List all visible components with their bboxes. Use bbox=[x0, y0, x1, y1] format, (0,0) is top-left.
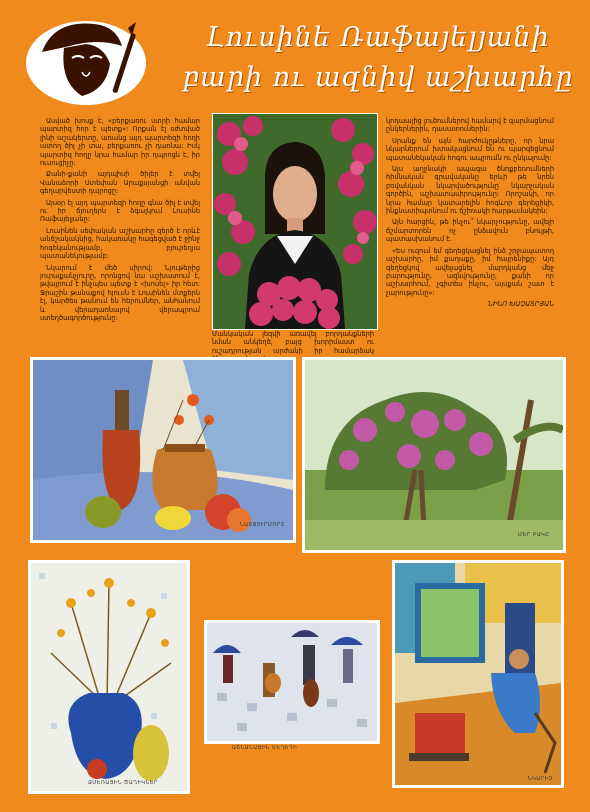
paragraph: Սրանք են այն հարժուկըթները, որ նրա նկարներում խտակացնում են ու պարգեցնում պատանեկական հոգու ապրումն ու ընկալումը: bbox=[386, 136, 554, 162]
title-line-2: բարի ու ազնիվ աշխարհը bbox=[182, 62, 574, 93]
paragraph: «Ես ուզում եմ գեղեցկացնել ինձ շրջապատող աշխարհը, իմ քաղաքը, իմ հայրենիքը: Այդ գեղեցկով ավելացնել մարդկանց մեջ բարությունը, ազնվությունը, քանի որ աշխարհում, չգիտես ինչու, այսքան շատ է չարությունը»: bbox=[386, 246, 554, 297]
paragraph: Նկարում է մեծ սիրով: Նյութերից յուրաքանչյուրը, որոնցով նա աշխատում է, թվայրում է ինչպես պետք է «խոսել» իր հետ: Ջրաշին թանաքով հյուսն է Լուսինեն մտքերն էլ, կարծես թանում են հերումներ, անհանում և վերադառնալով վերապրում ստեղծագործությունը: bbox=[40, 263, 200, 322]
caption-bouquet: ՁՄԵՌԱՅԻՆ ԾԱՂԻԿՆԵՐ bbox=[88, 780, 158, 786]
article-column-2 bbox=[212, 330, 374, 358]
portrait-photo bbox=[212, 113, 378, 330]
article-column-3 bbox=[386, 117, 554, 349]
still-life-painting bbox=[30, 357, 296, 543]
paragraph: Քանի-քանի այդպիսի ծիլեր է տվել Վանաձորի Ստեփան Արաքսյանցի անվան գեղարվեստի դպրոցը: bbox=[40, 170, 200, 196]
paragraph: Լուսինեն սեփական աշխարհը զերծ է որևէ անճշակակնից, հակառակը հագեցված է ջինջ հոգեկանությամբ, բյուրեղյա պատանեկությամբ: bbox=[40, 226, 200, 261]
artist-painting bbox=[392, 560, 564, 788]
paragraph: Ասված խոսք է, «բերքառու ստրի համար պարտիզ հոր է պետք»: Որքան էլ օժտված լինի աշակերտը, առանց այդ պարտեզի հողի ատող ծիլ չի տա, բերքառու չի դառնա: Իսկ պարտիզ հողը նրա համար իր դպրոցն է, իր ուսուցիչը: bbox=[40, 117, 200, 168]
garden-painting bbox=[302, 357, 566, 553]
paragraph: Այն հարցին, թե ինչու՞ նկարչությունը, ավելի ճշմարտորեն ոչ ընձավուն բնույթի, պատասխանում է. bbox=[386, 218, 554, 244]
caption-artist: ՆԿԱՐԻՉ bbox=[528, 776, 553, 782]
paragraph: կոդաալից լուծումներով համարվ է գարմացնում ընկերներին, դասատուներին: bbox=[386, 117, 554, 134]
paragraph: Այս աղջնակի ապագա ծնոքբեռումների հիմնական գրավականը երևի թե նրեն բռվանկան նկարվածությունը նկարչական գործին, աշխատասիրությունը: Որոշակի, որ նրա համար կատարելին հոգևոր գերեցիկի, ինքնատիպտնում ու ճշիռակի հարթամակեին: bbox=[386, 165, 554, 216]
street-musicians-painting bbox=[204, 620, 380, 744]
caption-our-garden: ՄԵՐ ԲԱԿԸ bbox=[518, 532, 550, 538]
bouquet-painting bbox=[28, 560, 190, 794]
caption-street-musicians: ԱՇՆԱՆԱՅԻՆ ՄԵՂԵԴԻ bbox=[232, 745, 298, 751]
title-line-1: Լուսինե Ռաֆայելյանի bbox=[206, 22, 550, 53]
magazine-logo bbox=[24, 12, 152, 114]
article-column-1 bbox=[40, 117, 200, 342]
caption-still-life: ՆԱՏՅՈՒՐՄՈՐՏ bbox=[240, 522, 285, 528]
paragraph: Մանկական լեզվի առավել բորդանքների նման անկեղծ, բայց խորիմաստ ու ուշադրության արժանի իր համարձակ bbox=[212, 330, 374, 355]
article-title bbox=[178, 18, 578, 98]
article-author: ՆԻՆՈ ԽԱՉԱՏՐՅԱՆ bbox=[488, 300, 554, 309]
paragraph: Այսօր էլ այդ պարտեզի հողը գնա ծիլ է տվել ու իր ճյուղերն է ձգալկում Լուսինե Ռաֆայելյանը: bbox=[40, 198, 200, 224]
